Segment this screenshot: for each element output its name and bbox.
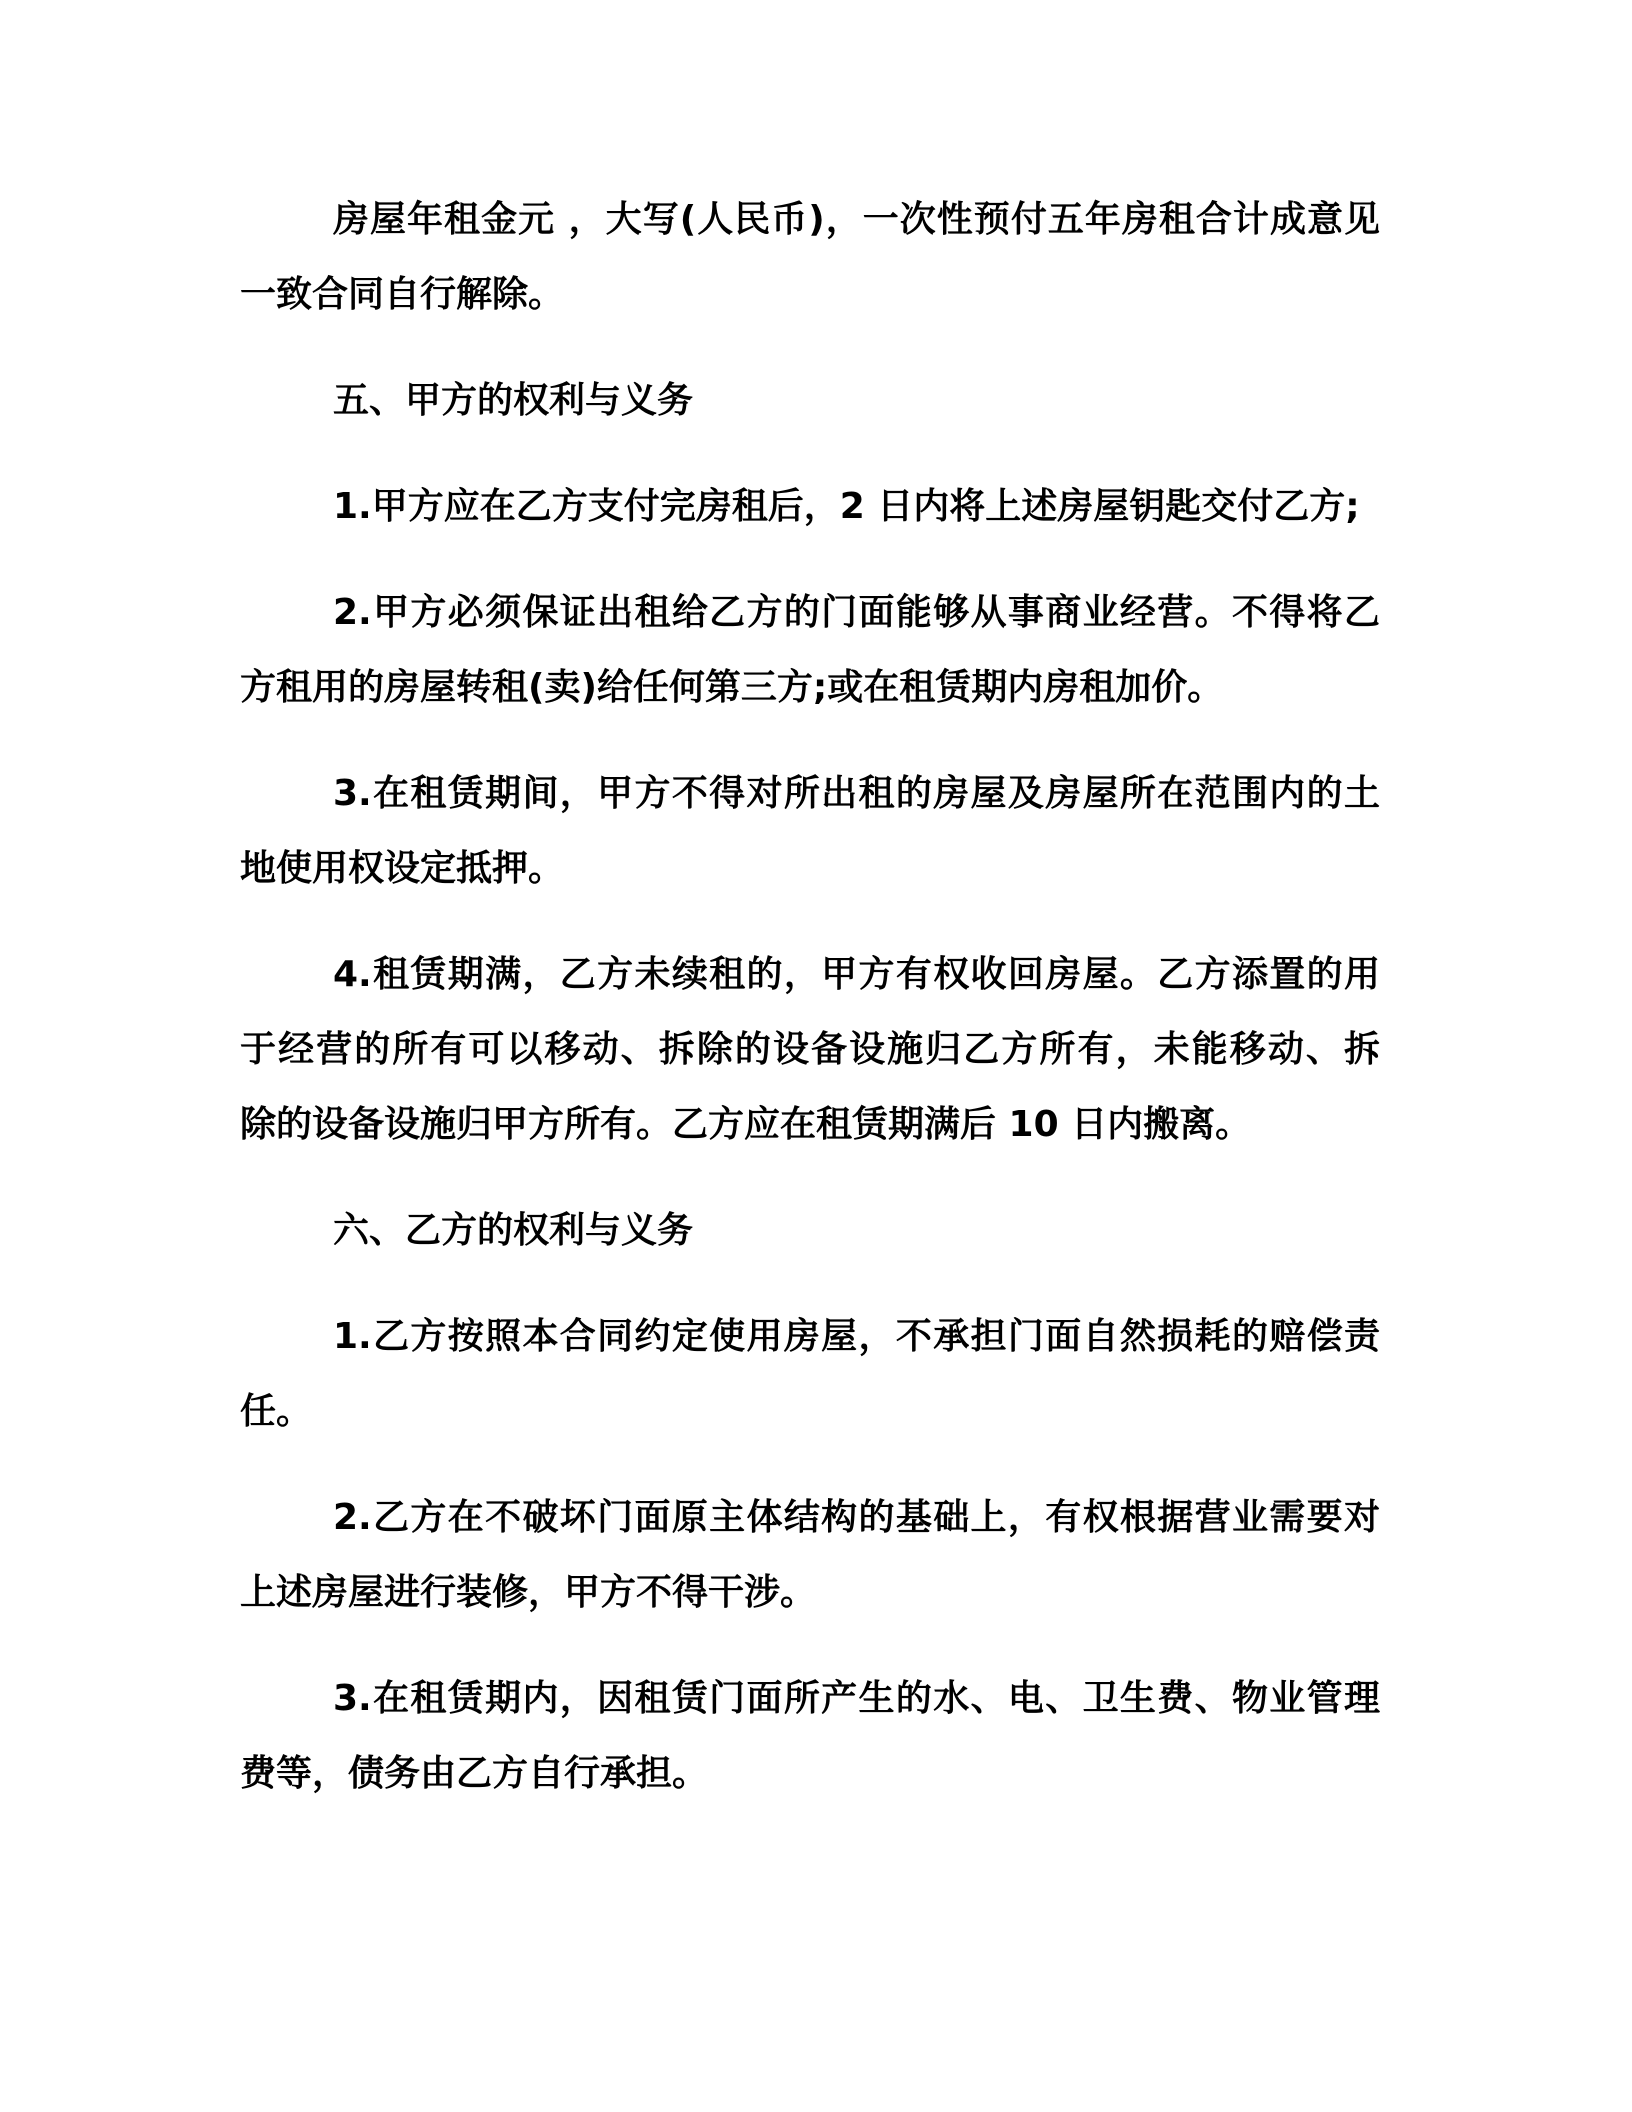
text-line: 费等，债务由乙方自行承担。 [240, 1753, 709, 1794]
text-line: 3.在租赁期内，因租赁门面所产生的水、电、卫生费、物业管理 [333, 1678, 1380, 1719]
heading-party-a-rights [240, 363, 1380, 438]
text-line: 于经营的所有可以移动、拆除的设备设施归乙方所有，未能移动、拆 [240, 1029, 1380, 1070]
heading-line: 五、甲方的权利与义务 [333, 380, 694, 421]
clause-a-2 [240, 575, 1380, 725]
text-line: 一致合同自行解除。 [240, 274, 565, 315]
clause-b-3 [240, 1661, 1380, 1811]
heading-line: 六、乙方的权利与义务 [333, 1210, 694, 1251]
text-line: 2.甲方必须保证出租给乙方的门面能够从事商业经营。不得将乙 [333, 592, 1380, 633]
clause-a-1 [240, 469, 1380, 544]
text-line: 1.甲方应在乙方支付完房租后，2 日内将上述房屋钥匙交付乙方; [333, 486, 1360, 527]
text-line: 3.在租赁期间，甲方不得对所出租的房屋及房屋所在范围内的土 [333, 773, 1380, 814]
heading-party-b-rights [240, 1193, 1380, 1268]
clause-b-1 [240, 1299, 1380, 1449]
text-line: 4.租赁期满，乙方未续租的，甲方有权收回房屋。乙方添置的用 [333, 954, 1380, 995]
text-line: 地使用权设定抵押。 [240, 848, 565, 889]
text-line: 房屋年租金元 ，大写(人民币)，一次性预付五年房租合计成意见 [333, 199, 1380, 240]
text-line: 上述房屋进行装修，甲方不得干涉。 [240, 1572, 817, 1613]
clause-a-4 [240, 937, 1380, 1162]
clause-b-2 [240, 1480, 1380, 1630]
text-line: 1.乙方按照本合同约定使用房屋，不承担门面自然损耗的赔偿责 [333, 1316, 1380, 1357]
clause-a-3 [240, 756, 1380, 906]
text-line: 2.乙方在不破坏门面原主体结构的基础上，有权根据营业需要对 [333, 1497, 1380, 1538]
text-line: 除的设备设施归甲方所有。乙方应在租赁期满后 10 日内搬离。 [240, 1104, 1252, 1145]
paragraph-rent-amount [240, 182, 1380, 332]
text-line: 任。 [240, 1391, 313, 1432]
text-line: 方租用的房屋转租(卖)给任何第三方;或在租赁期内房租加价。 [240, 667, 1224, 708]
